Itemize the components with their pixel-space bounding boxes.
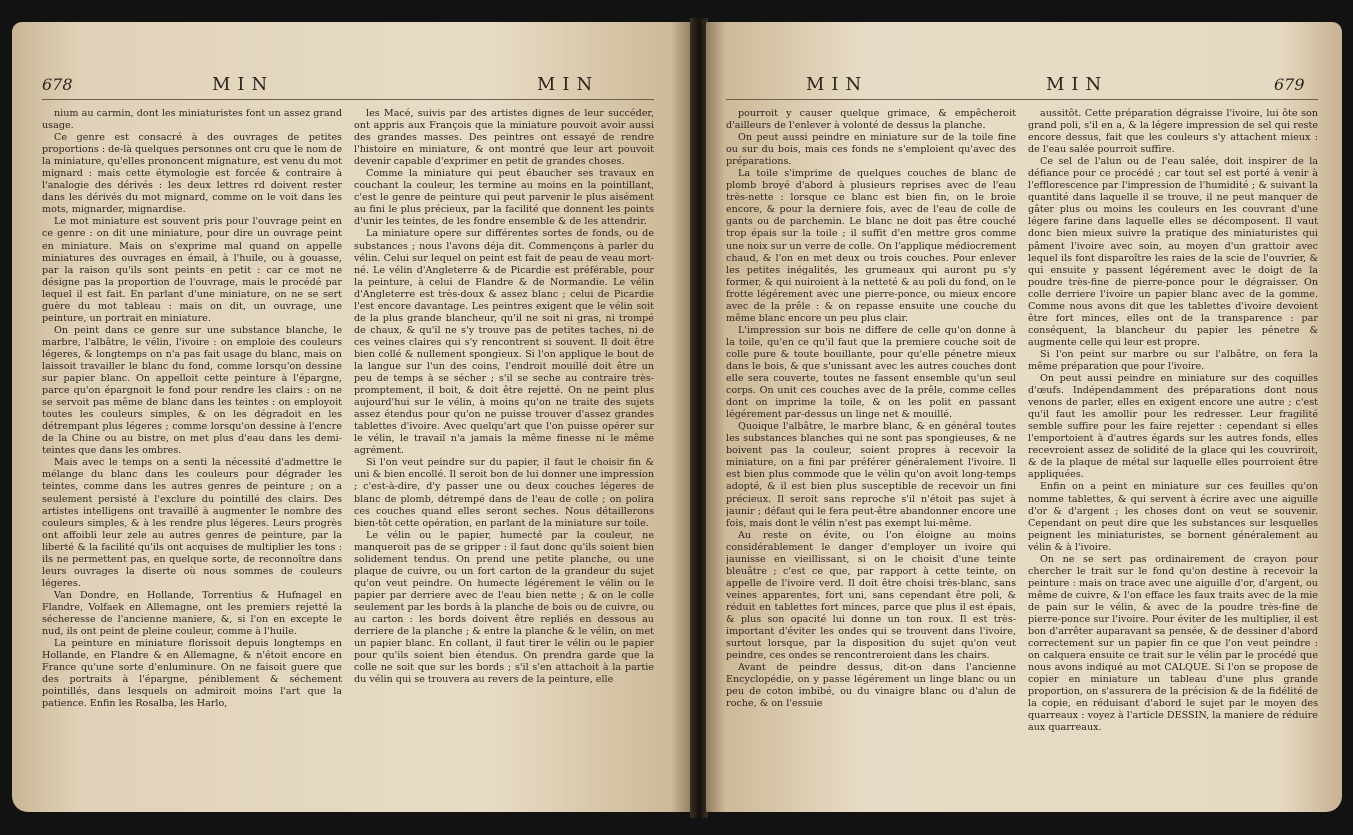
paragraph: On peut aussi peindre en miniature sur des coquilles d'œufs. Indépendamment des préparations dont nous venons de parler, elles en exigent encore une autre ; c'est qu'il faut les amollir pour les redresser. Leur fragilité semble suffire pour les faire rejetter : cependant si elles l'emportoient à d'autres égards sur les autres fonds, elles recevroient assez de solidité de la glace qui les couvriroit, & de la plaque de métal sur laquelle elles pourroient être appliquées. bbox=[1028, 373, 1318, 481]
paragraph: Si l'on peint sur marbre ou sur l'albâtre, on fera la même préparation que pour l'ivoire. bbox=[1028, 348, 1318, 372]
paragraph: Van Dondre, en Hollande, Torrentius & Hufnagel en Flandre, Volfaek en Allemagne, ont les premiers rejetté la sécheresse de l'ancienne maniere, &, si l'on en excepte le nud, ils ont peint de pleine couleur, comme à l'huile. bbox=[42, 589, 342, 638]
header-rule bbox=[726, 99, 1318, 100]
paragraph: Mais avec le temps on a senti la nécessité d'admettre le mélange du blanc dans les couleurs pour dégrader les teintes, comme dans les autres genres de peinture ; on a seulement persisté à l'exclure du pointillé des clairs. Des artistes intelligens ont travaillé à augmenter le nombre des couleurs simples, & à les rendre plus légeres. Leurs progrès ont affoibli leur zele au autres genres de peinture, par la liberté & la facilité qu'ils ont acquises de multiplier les tons : ils ne permettent pas, en quelque sorte, de reconnoître dans leurs ouvrages la diserte où nous sommes de couleurs légeres. bbox=[42, 457, 342, 589]
paragraph: Le mot miniature est souvent pris pour l'ouvrage peint en ce genre : on dit une miniature, pour dire un ouvrage peint en miniature. Mais on s'exprime mal quand on appelle miniatures des ouvrages en émail, à l'huile, ou à gouasse, par la raison qu'ils sont peints en petit : car ce mot ne désigne pas la proportion de l'ouvrage, mais le procédé par lequel il est fait. En parlant d'une miniature, on ne se sert guère du mot tableau : mais on dit, un ouvrage, une peinture, un portrait en miniature. bbox=[42, 216, 342, 324]
paragraph: On ne se sert pas ordinairement de crayon pour chercher le trait sur le fond qu'on destine à recevoir la peinture : mais on trace avec une aiguille d'or, d'argent, ou même de cuivre, & l'on efface les faux traits avec de la mie de pain sur le vélin, & avec de la poudre très-fine de pierre-ponce sur l'ivoire. Pour éviter de les multiplier, il est bon d'arrêter auparavant sa pensée, & de dessiner d'abord correctement sur un papier fin ce que l'on veut peindre : on calquera ensuite ce trait sur le vélin par le procédé que nous avons indiqué au mot CALQUE. Si l'on se propose de copier en miniature un tableau d'une plus grande proportion, on s'assurera de la précision & de la fidélité de la copie, en réduisant d'abord le sujet par le moyen des quarreaux : voyez à l'article DESSIN, la maniere de réduire aux quarreaux. bbox=[1028, 553, 1318, 734]
paragraph: Quoique l'albâtre, le marbre blanc, & en général toutes les substances blanches qui ne sont pas spongieuses, & ne boivent pas la couleur, soient propres à recevoir la miniature, on a fini par préférer généralement l'ivoire. Il est bien plus commode que le vélin qu'on avoit long-temps adopté, & il est bien plus susceptible de recevoir un fini précieux. Il seroit sans reproche s'il n'étoit pas sujet à jaunir ; défaut qui le fera peut-être abandonner encore une fois, mais dont le vélin n'est pas exempt lui-même. bbox=[726, 421, 1016, 529]
paragraph: nium au carmin, dont les miniaturistes font un assez grand usage. bbox=[42, 108, 342, 132]
running-head-right: MIN bbox=[1046, 74, 1109, 95]
running-head-left: MIN bbox=[806, 74, 869, 95]
paragraph: Avant de peindre dessus, dit-on dans l'ancienne Encyclopédie, on y passe légérement un linge blanc ou un peu de coton imbibé, ou du vinaigre blanc ou d'alun de roche, & on l'essuie bbox=[726, 662, 1016, 710]
paragraph: Comme la miniature qui peut ébaucher ses travaux en couchant la couleur, les termine au moins en la pointillant, c'est le genre de peinture qui peut parvenir le plus aisément au fini le plus précieux, par la facilité que donnent les points d'unir les teintes, de les fondre ensemble & de les attendrir. bbox=[354, 168, 654, 228]
text-column-1 bbox=[42, 108, 342, 798]
paragraph: Le vélin ou le papier, humecté par la couleur, ne manqueroit pas de se gripper : il faut donc qu'ils soient bien solidement tendus. On prend une petite planche, ou une plaque de cuivre, ou un fort carton de la grandeur du sujet qu'on veut peindre. On humecte légérement le vélin ou le papier par derriere avec de l'eau bien nette ; & on le colle seulement par les bords à la planche de bois ou de cuivre, ou au carton : les bords doivent être repliés en dessous au derriere de la planche ; & entre la planche & le vélin, on met un papier blanc. En collant, il faut tirer le vélin ou le papier pour qu'ils soient bien étendus. On prendra garde que la colle ne soit que sur les bords ; s'il s'en attachoit à la partie du vélin qui se trouvera au revers de la peinture, elle bbox=[354, 529, 654, 686]
page-number: 679 bbox=[1274, 75, 1305, 94]
right-page bbox=[706, 22, 1342, 812]
paragraph: Enfin on a peint en miniature sur ces feuilles qu'on nomme tablettes, & qui servent à écrire avec une aiguille d'or & d'argent ; les choses dont on veut se souvenir. Cependant on peut dire que les substances sur lesquelles peignent les miniaturistes, se bornent généralement au vélin & à l'ivoire. bbox=[1028, 481, 1318, 553]
paragraph: Si l'on veut peindre sur du papier, il faut le choisir fin & uni & bien encollé. Il seroit bon de lui donner une impression ; c'est-à-dire, d'y passer une ou deux couches légeres de blanc de plomb, détrempé dans de l'eau de colle ; on polira ces couches quand elles seront seches. Nous détaillerons bien-tôt cette opération, en parlant de la miniature sur toile. bbox=[354, 457, 654, 529]
paragraph: aussitôt. Cette préparation dégraisse l'ivoire, lui ôte son grand poli, s'il en a, & la légere impression de sel qui reste encore dessus, fait que les couleurs s'y attachent mieux : de l'eau salée pourroit suffire. bbox=[1028, 108, 1318, 156]
paragraph: On peint dans ce genre sur une substance blanche, le marbre, l'albâtre, le vélin, l'ivoire : on emploie des couleurs légeres, & longtemps on n'a pas fait usage du blanc, mais on laissoit travailler le blanc du fond, comme lorsqu'on dessine sur papier blanc. On appelloit cette peinture à l'épargne, parce qu'on épargnoit le fond pour rendre les clairs : on ne se servoit pas même de blanc dans les teintes : on employoit toutes les couleurs simples, & on les dégradoit en les détrempant plus légeres ; comme lorsqu'on dessine à l'encre de la Chine ou au bistre, on met plus d'eau dans les demi-teintes que dans les ombres. bbox=[42, 324, 342, 457]
paragraph: La toile s'imprime de quelques couches de blanc de plomb broyé d'abord à plusieurs reprises avec de l'eau très-nette : lorsque ce blanc est bien fin, on le broie encore, & pour la derniere fois, avec de l'eau de colle de gants ou de parchemin. Le blanc ne doit pas être couché trop épais sur la toile ; il suffit d'en mettre gros comme une noix sur un verre de colle. On l'applique médiocrement chaud, & l'on en met deux ou trois couches. Pour enlever les petites inégalités, les grumeaux qui auront pu s'y former, & qui nuiroient à la netteté & au poli du fond, on le frotte légérement avec une pierre-ponce, ou mieux encore avec de la prêle : & on repasse ensuite une couche du même blanc encore un peu plus clair. bbox=[726, 168, 1016, 324]
paragraph: La peinture en miniature florissoit depuis longtemps en Hollande, en Flandre & en Allemagne, & n'étoit encore en France qu'une sorte d'enluminure. On ne faisoit guere que des portraits à l'épargne, péniblement & séchement pointillés, dans lesquels on admiroit moins l'art que la patience. Enfin les Rosalba, les Harlo, bbox=[42, 638, 342, 710]
paragraph: les Macé, suivis par des artistes dignes de leur succéder, ont appris aux François que la miniature pouvoit avoir aussi des grandes masses. Des peintres ont essayé de rendre l'histoire en miniature, & ont montré que leur art pouvoit devenir capable d'exprimer en petit de grandes choses. bbox=[354, 108, 654, 168]
left-page bbox=[12, 22, 692, 812]
text-column-2 bbox=[354, 108, 654, 798]
paragraph: Au reste on évite, ou l'on éloigne au moins considérablement le danger d'employer un ivoire qui jaunisse en vieillissant, si on le choisit d'une teinte bleuâtre ; c'est ce que, par rapport à cette teinte, on appelle de l'ivoire verd. Il doit être choisi très-blanc, sans veines apparentes, fort uni, sans cependant être poli, & réduit en tablettes fort minces, parce que plus il est épais, & plus son opacité lui donne un ton roux. Il est très-important d'éviter les ondes qui se trouvent dans l'ivoire, surtout lorsque, par la disposition du sujet qu'on veut peindre, ces ondes se rencontreroient dans les chairs. bbox=[726, 529, 1016, 662]
text-column-2 bbox=[1028, 108, 1318, 798]
paragraph: On peut aussi peindre en miniature sur de la toile fine ou sur du bois, mais ces fonds ne s'emploient qu'avec des préparations. bbox=[726, 132, 1016, 168]
page-number: 678 bbox=[42, 75, 73, 94]
running-head-right: MIN bbox=[537, 74, 600, 95]
paragraph: Ce genre est consacré à des ouvrages de petites proportions : de-là quelques personnes ont cru que le nom de la miniature, qu'elles prononcent mignature, est venu du mot mignard : mais cette étymologie est forcée & contraire à l'analogie des dérivés : les deux lettres rd doivent rester dans les dérivés du mot mignard, comme on le voit dans les mots, mignarder, mignardise. bbox=[42, 132, 342, 216]
paragraph: pourroit y causer quelque grimace, & empêcheroit d'ailleurs de l'enlever à volonté de dessus la planche. bbox=[726, 108, 1016, 132]
text-column-1 bbox=[726, 108, 1016, 798]
header-rule bbox=[42, 99, 654, 100]
paragraph: La miniature opere sur différentes sortes de fonds, ou de substances ; nous l'avons déja dit. Commençons à parler du vélin. Celui sur lequel on peint est fait de peau de veau mort-né. Le vélin d'Angleterre & de Picardie est préférable, pour la peinture, à celui de Flandre & de Normandie. Le vélin d'Angleterre est très-doux & assez blanc ; celui de Picardie l'est encore davantage. Les peintres exigent que le vélin soit de la plus grande blancheur, qu'il ne soit ni gras, ni trompé de chaux, & qu'il ne s'y trouve pas de petites taches, ni de ces veines claires qui s'y rencontrent si souvent. Il doit être bien collé & nullement spongieux. Si l'on applique le bout de la langue sur l'un des coins, l'endroit mouillé doit être un peu de temps à se sécher ; s'il se seche au contraire très-promptement, il boit, & doit être rejetté. On ne peint plus aujourd'hui sur le vélin, à moins qu'on ne traite des sujets assez étendus pour qu'on ne puisse trouver d'assez grandes tablettes d'ivoire. Avec quelqu'art que l'on puisse opérer sur le vélin, le travail n'a jamais la même finesse ni le même agrément. bbox=[354, 228, 654, 457]
running-head-left: MIN bbox=[212, 74, 275, 95]
paragraph: L'impression sur bois ne differe de celle qu'on donne à la toile, qu'en ce qu'il faut que la premiere couche soit de colle pure & toute bouillante, pour qu'elle pénetre mieux dans le bois, & que s'unissant avec les autres couches dont elle sera couverte, toutes ne fassent ensemble qu'un seul corps. On unit ces couches avec de la prêle, comme celles dont on imprime la toile, & on les polit en passant légérement par-dessus un linge net & mouillé. bbox=[726, 324, 1016, 421]
paragraph: Ce sel de l'alun ou de l'eau salée, doit inspirer de la défiance pour ce procédé ; car tout sel est porté à venir à l'efflorescence par l'impression de l'humidité ; & suivant la quantité dans laquelle il se trouve, il ne peut manquer de gâter plus ou moins les couleurs en les couvrant d'une légere farine dans laquelle elles se décomposent. Il vaut donc bien mieux suivre la pratique des miniaturistes qui pâment l'ivoire avec soin, au moyen d'un grattoir avec lequel ils font disparoître les raies de la scie de l'ouvrier, & qui ensuite y passent légérement avec le doigt de la poudre très-fine de pierre-ponce pour le dégraisser. On colle derriere l'ivoire un papier blanc avec de la gomme. Comme nous avons dit que les tablettes d'ivoire devoient être fort minces, elles ont de la transparence : par conséquent, la blancheur du papier les pénetre & augmente celle qui leur est propre. bbox=[1028, 156, 1318, 348]
